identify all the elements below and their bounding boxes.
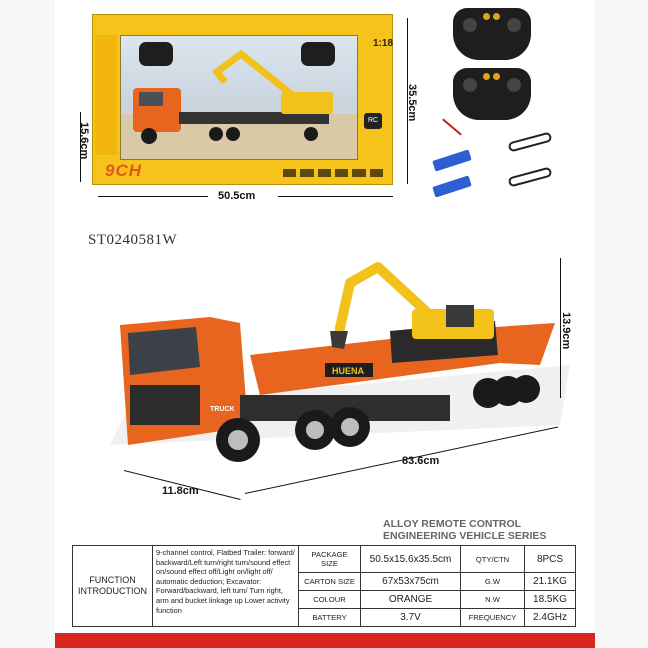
function-label-cell <box>73 546 153 627</box>
spec-value: ORANGE <box>361 591 461 609</box>
spec-label: N.W <box>461 591 525 609</box>
cab-windshield <box>128 327 200 375</box>
trailer-ramp <box>495 323 555 365</box>
series-title <box>383 518 546 542</box>
feature-icon <box>335 169 348 177</box>
boxed-truck-illustration <box>121 36 358 160</box>
box-scale-label: 1:18 <box>373 38 394 49</box>
feature-icon <box>318 169 331 177</box>
cab-grille <box>130 385 200 425</box>
spec-value: 8PCS <box>525 546 576 573</box>
function-label-line2: INTRODUCTION <box>78 586 147 596</box>
feature-icon <box>300 169 313 177</box>
feature-icon <box>283 169 296 177</box>
spec-value: 18.5KG <box>525 591 576 609</box>
feature-icon <box>370 169 383 177</box>
spec-value: 3.7V <box>361 609 461 627</box>
wheel <box>512 375 540 403</box>
box-channel-logo: 9CH <box>105 161 143 180</box>
spec-value: 50.5x15.6x35.5cm <box>361 546 461 573</box>
cab-label: TRUCK <box>210 406 235 413</box>
spec-label: CARTON SIZE <box>299 573 361 591</box>
control-button <box>483 73 490 80</box>
spec-label: FREQUENCY <box>461 609 525 627</box>
truck-excavator-illustration <box>100 245 570 485</box>
box-depth-label: 15.6cm <box>78 122 90 160</box>
remote-controller <box>453 8 531 60</box>
width-dimension-line-right <box>278 196 393 197</box>
spec-label: BATTERY <box>299 609 361 627</box>
bottom-accent-bar <box>55 633 595 648</box>
truck-width-label: 11.8cm <box>162 485 199 497</box>
control-button <box>493 13 500 20</box>
rc-badge: RC <box>364 113 382 129</box>
spec-label: COLOUR <box>299 591 361 609</box>
spec-value: 67x53x75cm <box>361 573 461 591</box>
joystick-right <box>507 18 521 32</box>
spec-label: G.W <box>461 573 525 591</box>
box-width-label: 50.5cm <box>218 190 256 202</box>
table-row <box>73 546 576 573</box>
truck-length-label: 83.6cm <box>402 455 440 467</box>
width-dimension-line-left <box>98 196 208 197</box>
excavator-cab-window <box>446 305 474 327</box>
spec-table <box>72 545 576 627</box>
series-title-line1: ALLOY REMOTE CONTROL <box>383 518 522 530</box>
box-height-label: 35.5cm <box>406 84 418 122</box>
trailer-brand-text: HUENA <box>332 366 365 376</box>
box-window <box>120 35 358 160</box>
spec-label: QTY/CTN <box>461 546 525 573</box>
spec-label: PACKAGE SIZE <box>299 546 361 573</box>
spec-value: 2.4GHz <box>525 609 576 627</box>
feature-icon <box>352 169 365 177</box>
box-side-panel <box>95 35 117 155</box>
control-button <box>483 13 490 20</box>
remote-controller <box>453 68 531 120</box>
right-margin <box>595 0 648 648</box>
joystick-left <box>463 18 477 32</box>
control-button <box>493 73 500 80</box>
spec-value: 21.1KG <box>525 573 576 591</box>
truck-height-label: 13.9cm <box>560 312 572 350</box>
model-code: ST0240581W <box>88 232 178 248</box>
joystick-right <box>507 78 521 92</box>
function-label-line1: FUNCTION <box>89 575 136 585</box>
package-box <box>92 14 393 185</box>
left-margin <box>0 0 55 648</box>
series-title-line2: ENGINEERING VEHICLE SERIES <box>383 530 547 542</box>
joystick-left <box>463 78 477 92</box>
box-feature-icons <box>283 167 383 179</box>
function-description: 9-channel control, Flatbed Trailer: forward/ backward/Left turn/right turn/sound effect on/sound effect off/Light on/light off/ automatic deduction; Excavator: Forward/backward, left turn/ Turn right, arm and bucket linkage up Lower activity function <box>153 546 299 627</box>
